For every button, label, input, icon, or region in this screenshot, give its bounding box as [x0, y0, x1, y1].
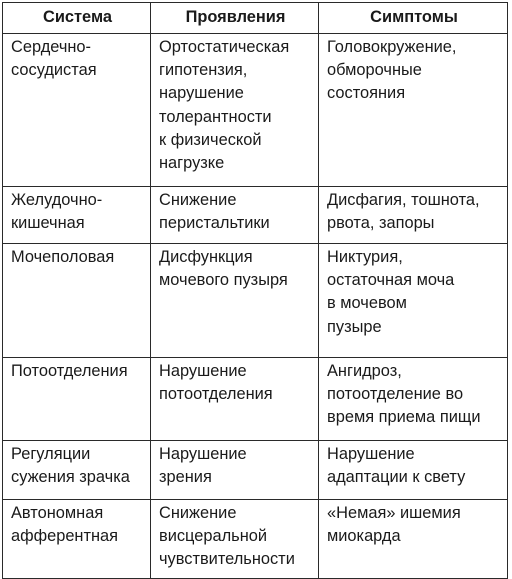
cell-symptoms: Головокружение, обморочные состояния [319, 34, 508, 187]
cell-system: Желудочно- кишечная [3, 187, 151, 244]
cell-symptoms: Ангидроз, потоотделение во время приема пищи [319, 358, 508, 441]
table-body [3, 34, 508, 579]
header-symptoms: Симптомы [319, 3, 508, 34]
cell-system: Мочеполовая [3, 244, 151, 358]
autonomic-dysfunction-table [2, 2, 508, 579]
cell-symptoms: «Немая» ишемия миокарда [319, 500, 508, 579]
cell-system: Регуляции сужения зрачка [3, 441, 151, 500]
table-row [3, 500, 508, 579]
cell-system: Потоотделения [3, 358, 151, 441]
table-row [3, 358, 508, 441]
table-row [3, 34, 508, 187]
header-system: Система [3, 3, 151, 34]
cell-system: Автономная афферентная [3, 500, 151, 579]
cell-manifestations: Снижение перистальтики [151, 187, 319, 244]
cell-manifestations: Нарушение потоотделения [151, 358, 319, 441]
cell-manifestations: Дисфункция мочевого пузыря [151, 244, 319, 358]
cell-system: Сердечно- сосудистая [3, 34, 151, 187]
cell-symptoms: Никтурия, остаточная моча в мочевом пузыре [319, 244, 508, 358]
table-row [3, 244, 508, 358]
cell-manifestations: Снижение висцеральной чувствительности [151, 500, 319, 579]
cell-manifestations: Ортостатическая гипотензия, нарушение толерантности к физической нагрузке [151, 34, 319, 187]
cell-manifestations: Нарушение зрения [151, 441, 319, 500]
header-manifestations: Проявления [151, 3, 319, 34]
header-row [3, 3, 508, 34]
cell-symptoms: Дисфагия, тошнота, рвота, запоры [319, 187, 508, 244]
cell-symptoms: Нарушение адаптации к свету [319, 441, 508, 500]
table-header [3, 3, 508, 34]
table-row [3, 187, 508, 244]
table-row [3, 441, 508, 500]
